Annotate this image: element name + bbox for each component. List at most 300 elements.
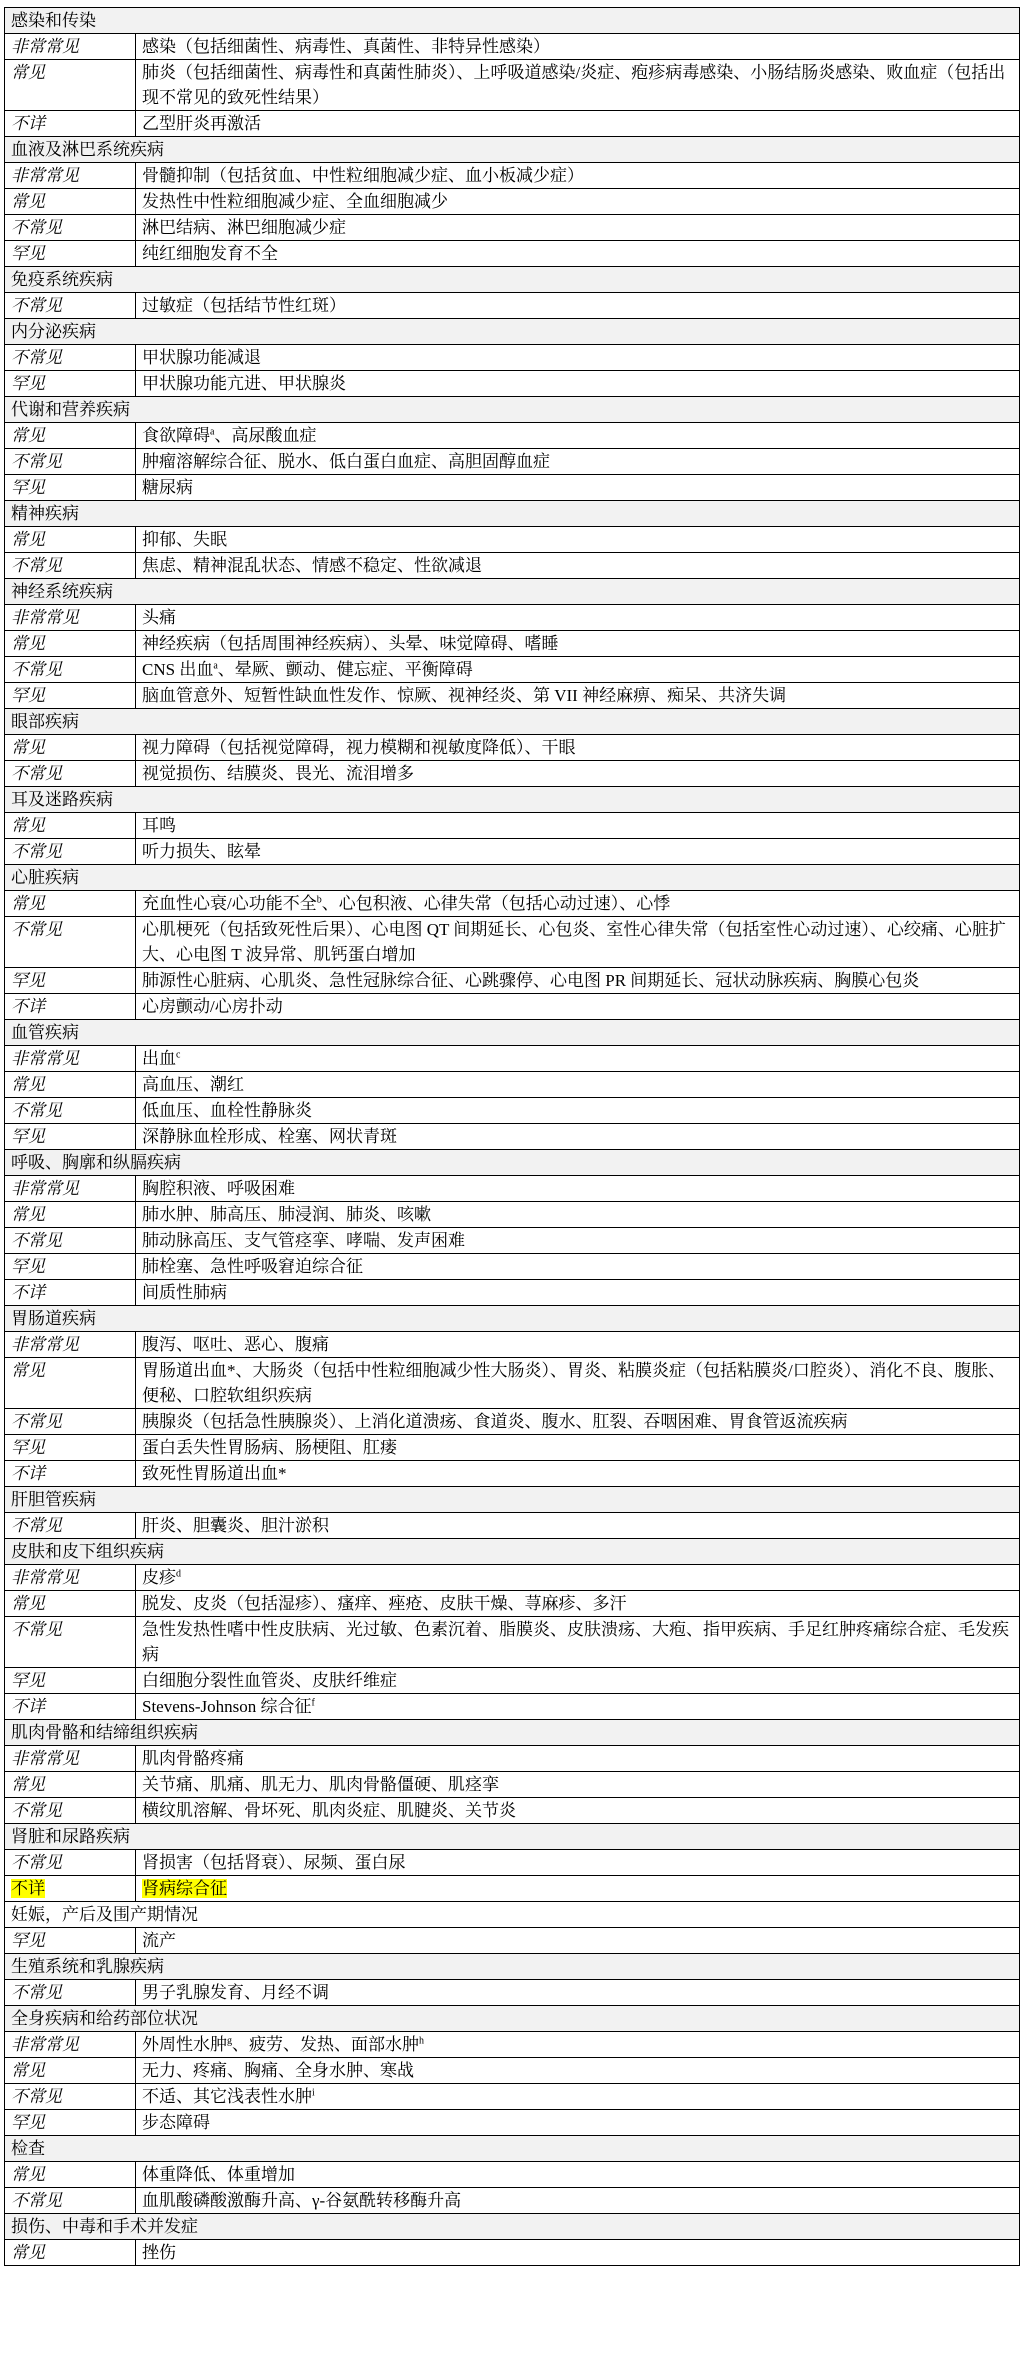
reaction-text: 腹泻、呕吐、恶心、腹痛 [142, 1335, 329, 1354]
reaction-cell [136, 1461, 1020, 1487]
reaction-text: 横纹肌溶解、骨坏死、肌肉炎症、肌腱炎、关节炎 [142, 1801, 516, 1820]
section-title: 免疫系统疾病 [5, 267, 1020, 293]
section-title: 眼部疾病 [5, 709, 1020, 735]
reaction-cell [136, 1254, 1020, 1280]
reaction-text: 不适、其它浅表性水肿 [142, 2087, 312, 2106]
table-row [5, 449, 1020, 475]
frequency-label: 常见 [11, 192, 45, 211]
frequency-label: 常见 [11, 2243, 45, 2262]
frequency-cell [5, 1565, 136, 1591]
frequency-cell [5, 2084, 136, 2110]
table-row [5, 968, 1020, 994]
reaction-cell [136, 891, 1020, 917]
reaction-text: 骨髓抑制（包括贫血、中性粒细胞减少症、血小板减少症） [142, 166, 584, 185]
reaction-text: 肺水肿、肺高压、肺浸润、肺炎、咳嗽 [142, 1205, 431, 1224]
frequency-cell [5, 449, 136, 475]
frequency-label: 不常见 [11, 556, 62, 575]
reaction-text: 出血 [142, 1049, 176, 1068]
frequency-label: 不常见 [11, 842, 62, 861]
frequency-label: 罕见 [11, 1127, 45, 1146]
reaction-cell [136, 1098, 1020, 1124]
table-row [5, 111, 1020, 137]
reaction-cell [136, 2110, 1020, 2136]
table-row [5, 1980, 1020, 2006]
frequency-label: 不常见 [11, 1853, 62, 1872]
frequency-label: 罕见 [11, 244, 45, 263]
table-row [5, 839, 1020, 865]
reaction-text: Stevens-Johnson 综合征 [142, 1697, 312, 1716]
reaction-cell [136, 1980, 1020, 2006]
section-header-row [5, 1539, 1020, 1565]
frequency-label: 常见 [11, 1205, 45, 1224]
table-row [5, 1098, 1020, 1124]
frequency-cell [5, 657, 136, 683]
frequency-label: 不常见 [11, 1801, 62, 1820]
frequency-label: 罕见 [11, 1257, 45, 1276]
section-title: 感染和传染 [5, 8, 1020, 34]
reaction-text: 脑血管意外、短暂性缺血性发作、惊厥、视神经炎、第 VII 神经麻痹、痴呆、共济失调 [142, 686, 787, 705]
reaction-text: 过敏症（包括结节性红斑） [142, 296, 346, 315]
frequency-cell [5, 1332, 136, 1358]
frequency-label: 罕见 [11, 2113, 45, 2132]
section-title: 神经系统疾病 [5, 579, 1020, 605]
frequency-label: 常见 [11, 816, 45, 835]
frequency-cell [5, 527, 136, 553]
frequency-label: 非常常见 [11, 1335, 79, 1354]
reaction-text-continued: 、疲劳、发热、面部水肿 [232, 2035, 419, 2054]
frequency-label: 罕见 [11, 1671, 45, 1690]
table-row [5, 345, 1020, 371]
frequency-cell [5, 1928, 136, 1954]
section-title: 生殖系统和乳腺疾病 [5, 1954, 1020, 1980]
table-row [5, 163, 1020, 189]
table-row [5, 1228, 1020, 1254]
section-header-row [5, 319, 1020, 345]
frequency-cell [5, 735, 136, 761]
frequency-label: 不详 [11, 997, 45, 1016]
section-title: 损伤、中毒和手术并发症 [5, 2214, 1020, 2240]
reaction-cell [136, 423, 1020, 449]
table-row [5, 761, 1020, 787]
reaction-cell [136, 1772, 1020, 1798]
footnote-marker: d [176, 1568, 181, 1580]
table-row [5, 371, 1020, 397]
reaction-text: 男子乳腺发育、月经不调 [142, 1983, 329, 2002]
reaction-text: 体重降低、体重增加 [142, 2165, 295, 2184]
section-header-row [5, 709, 1020, 735]
frequency-cell [5, 2188, 136, 2214]
frequency-cell [5, 1254, 136, 1280]
reaction-cell [136, 1928, 1020, 1954]
reaction-text: 充血性心衰/心功能不全 [142, 894, 317, 913]
section-header-row [5, 865, 1020, 891]
frequency-label: 不常见 [11, 348, 62, 367]
reaction-cell [136, 475, 1020, 501]
reaction-text: 乙型肝炎再激活 [142, 114, 261, 133]
footnote-marker: i [312, 2087, 315, 2099]
reaction-text: 高血压、潮红 [142, 1075, 244, 1094]
adverse-reactions-table [4, 7, 1020, 2266]
table-row [5, 553, 1020, 579]
frequency-label: 不常见 [11, 452, 62, 471]
frequency-label: 不常见 [11, 1516, 62, 1535]
reaction-cell [136, 994, 1020, 1020]
table-row [5, 423, 1020, 449]
footnote-marker: a [213, 660, 218, 672]
reaction-cell [136, 2084, 1020, 2110]
frequency-label: 罕见 [11, 971, 45, 990]
reaction-cell [136, 1124, 1020, 1150]
table-row [5, 1565, 1020, 1591]
frequency-cell [5, 994, 136, 1020]
table-row [5, 1435, 1020, 1461]
reaction-text: 肺动脉高压、支气管痉挛、哮喘、发声困难 [142, 1231, 465, 1250]
section-header-row [5, 1824, 1020, 1850]
section-header-row [5, 501, 1020, 527]
frequency-cell [5, 1358, 136, 1409]
table-row [5, 1513, 1020, 1539]
frequency-cell [5, 1591, 136, 1617]
reaction-cell [136, 631, 1020, 657]
reaction-text: 纯红细胞发育不全 [142, 244, 278, 263]
frequency-label: 常见 [11, 1775, 45, 1794]
table-row [5, 813, 1020, 839]
table-row [5, 1409, 1020, 1435]
reaction-text: 心肌梗死（包括致死性后果）、心电图 QT 间期延长、心包炎、室性心律失常（包括室性心动过速）、心绞痛、心脏扩大、心电图 T 波异常、肌钙蛋白增加 [142, 920, 1006, 964]
table-row [5, 215, 1020, 241]
reaction-text: 抑郁、失眠 [142, 530, 227, 549]
reaction-cell [136, 2162, 1020, 2188]
reaction-cell [136, 111, 1020, 137]
frequency-label: 非常常见 [11, 1568, 79, 1587]
table-row [5, 1332, 1020, 1358]
reaction-cell [136, 1565, 1020, 1591]
reaction-text: 关节痛、肌痛、肌无力、肌肉骨骼僵硬、肌痉挛 [142, 1775, 499, 1794]
frequency-label: 不详 [11, 1697, 45, 1716]
frequency-cell [5, 1513, 136, 1539]
frequency-cell [5, 2058, 136, 2084]
frequency-cell [5, 1176, 136, 1202]
frequency-cell [5, 215, 136, 241]
frequency-label: 常见 [11, 2061, 45, 2080]
reaction-text: 深静脉血栓形成、栓塞、网状青斑 [142, 1127, 397, 1146]
reaction-text: 肿瘤溶解综合征、脱水、低白蛋白血症、高胆固醇血症 [142, 452, 550, 471]
table-row [5, 527, 1020, 553]
table-row [5, 2162, 1020, 2188]
frequency-cell [5, 683, 136, 709]
frequency-label: 罕见 [11, 374, 45, 393]
table-row [5, 293, 1020, 319]
frequency-cell [5, 1798, 136, 1824]
frequency-label: 常见 [11, 634, 45, 653]
frequency-cell [5, 631, 136, 657]
section-title: 耳及迷路疾病 [5, 787, 1020, 813]
frequency-label: 罕见 [11, 1438, 45, 1457]
frequency-cell [5, 60, 136, 111]
frequency-label: 不常见 [11, 218, 62, 237]
frequency-label: 不常见 [11, 764, 62, 783]
table-row [5, 1694, 1020, 1720]
table-row [5, 2188, 1020, 2214]
reaction-text: 食欲障碍 [142, 426, 210, 445]
reaction-text: 脱发、皮炎（包括湿疹）、瘙痒、痤疮、皮肤干燥、荨麻疹、多汗 [142, 1594, 627, 1613]
reaction-cell [136, 1280, 1020, 1306]
frequency-cell [5, 1046, 136, 1072]
section-header-row [5, 8, 1020, 34]
reaction-cell [136, 813, 1020, 839]
frequency-cell [5, 111, 136, 137]
reaction-text: 肺源性心脏病、心肌炎、急性冠脉综合征、心跳骤停、心电图 PR 间期延长、冠状动脉疾病、胸膜心包炎 [142, 971, 920, 990]
section-header-row [5, 2136, 1020, 2162]
reaction-text: 视觉损伤、结膜炎、畏光、流泪增多 [142, 764, 414, 783]
frequency-label: 常见 [11, 2165, 45, 2184]
table-row [5, 917, 1020, 968]
frequency-cell [5, 345, 136, 371]
frequency-cell [5, 1980, 136, 2006]
frequency-label: 不常见 [11, 1983, 62, 2002]
reaction-text: 头痛 [142, 608, 176, 627]
frequency-label: 非常常见 [11, 166, 79, 185]
section-title: 胃肠道疾病 [5, 1306, 1020, 1332]
frequency-cell [5, 1280, 136, 1306]
section-title: 精神疾病 [5, 501, 1020, 527]
reaction-cell [136, 1332, 1020, 1358]
reaction-cell [136, 839, 1020, 865]
frequency-cell [5, 839, 136, 865]
frequency-cell [5, 1668, 136, 1694]
table-row [5, 475, 1020, 501]
frequency-label: 非常常见 [11, 37, 79, 56]
section-title: 血液及淋巴系统疾病 [5, 137, 1020, 163]
reaction-cell [136, 1694, 1020, 1720]
reaction-text: 挫伤 [142, 2243, 176, 2262]
frequency-label: 常见 [11, 1361, 45, 1380]
section-title: 肝胆管疾病 [5, 1487, 1020, 1513]
frequency-label: 罕见 [11, 686, 45, 705]
frequency-cell [5, 1746, 136, 1772]
table-row [5, 735, 1020, 761]
table-row [5, 1876, 1020, 1902]
frequency-cell [5, 761, 136, 787]
frequency-label: 常见 [11, 63, 45, 82]
reaction-cell [136, 163, 1020, 189]
reaction-cell [136, 968, 1020, 994]
footnote-marker: c [176, 1049, 181, 1061]
table-row [5, 1772, 1020, 1798]
table-row [5, 189, 1020, 215]
frequency-cell [5, 1617, 136, 1668]
frequency-label: 罕见 [11, 1931, 45, 1950]
section-title: 代谢和营养疾病 [5, 397, 1020, 423]
reaction-cell [136, 735, 1020, 761]
reaction-text: 肌肉骨骼疼痛 [142, 1749, 244, 1768]
section-header-row [5, 1902, 1020, 1928]
frequency-cell [5, 1772, 136, 1798]
reaction-cell [136, 1358, 1020, 1409]
table-row [5, 2084, 1020, 2110]
reaction-text: 无力、疼痛、胸痛、全身水肿、寒战 [142, 2061, 414, 2080]
frequency-label: 非常常见 [11, 1049, 79, 1068]
frequency-cell [5, 2032, 136, 2058]
table-row [5, 1746, 1020, 1772]
reaction-text: 淋巴结病、淋巴细胞减少症 [142, 218, 346, 237]
frequency-cell [5, 917, 136, 968]
section-header-row [5, 2214, 1020, 2240]
frequency-cell [5, 1098, 136, 1124]
reaction-text: 焦虑、精神混乱状态、情感不稳定、性欲减退 [142, 556, 482, 575]
frequency-cell [5, 1228, 136, 1254]
table-row [5, 1202, 1020, 1228]
reaction-cell [136, 761, 1020, 787]
reaction-cell [136, 241, 1020, 267]
frequency-cell [5, 1694, 136, 1720]
frequency-cell [5, 1850, 136, 1876]
reaction-text: 皮疹 [142, 1568, 176, 1587]
section-title: 皮肤和皮下组织疾病 [5, 1539, 1020, 1565]
frequency-label: 常见 [11, 894, 45, 913]
reaction-cell [136, 1513, 1020, 1539]
reaction-text: 外周性水肿 [142, 2035, 227, 2054]
reaction-cell [136, 1746, 1020, 1772]
reaction-cell [136, 917, 1020, 968]
reaction-text: 急性发热性嗜中性皮肤病、光过敏、色素沉着、脂膜炎、皮肤溃疡、大疱、指甲疾病、手足红肿疼痛综合症、毛发疾病 [142, 1620, 1009, 1664]
table-row [5, 241, 1020, 267]
frequency-cell [5, 1072, 136, 1098]
reaction-text-continued: 、高尿酸血症 [214, 426, 317, 445]
frequency-cell [5, 189, 136, 215]
reaction-text: 肾损害（包括肾衰）、尿频、蛋白尿 [142, 1853, 406, 1872]
frequency-cell [5, 475, 136, 501]
section-header-row [5, 1487, 1020, 1513]
section-header-row [5, 397, 1020, 423]
reaction-cell [136, 1591, 1020, 1617]
reaction-text-continued: 、晕厥、颤动、健忘症、平衡障碍 [217, 660, 473, 679]
reaction-cell [136, 1668, 1020, 1694]
section-header-row [5, 787, 1020, 813]
table-row [5, 1798, 1020, 1824]
reaction-text: 步态障碍 [142, 2113, 210, 2132]
frequency-label: 不常见 [11, 1231, 62, 1250]
frequency-label: 不详 [11, 1464, 45, 1483]
reaction-text: 胸腔积液、呼吸困难 [142, 1179, 295, 1198]
frequency-label: 非常常见 [11, 1179, 79, 1198]
reaction-cell [136, 34, 1020, 60]
table-row [5, 1668, 1020, 1694]
section-header-row [5, 137, 1020, 163]
section-header-row [5, 2006, 1020, 2032]
table-row [5, 657, 1020, 683]
frequency-cell [5, 371, 136, 397]
reaction-text: 胰腺炎（包括急性胰腺炎）、上消化道溃疡、食道炎、腹水、肛裂、吞咽困难、胃食管返流疾病 [142, 1412, 848, 1431]
reaction-text: 听力损失、眩晕 [142, 842, 261, 861]
table-row [5, 2032, 1020, 2058]
frequency-cell [5, 293, 136, 319]
reaction-text: 胃肠道出血*、大肠炎（包括中性粒细胞减少性大肠炎）、胃炎、粘膜炎症（包括粘膜炎/口腔炎）、消化不良、腹胀、便秘、口腔软组织疾病 [142, 1361, 1006, 1405]
section-title: 检查 [5, 2136, 1020, 2162]
reaction-cell [136, 2032, 1020, 2058]
reaction-cell [136, 1876, 1020, 1902]
reaction-text: 蛋白丢失性胃肠病、肠梗阻、肛瘘 [142, 1438, 397, 1457]
reaction-text-continued: 、心包积液、心律失常（包括心动过速）、心悸 [321, 894, 671, 913]
reaction-cell [136, 657, 1020, 683]
table-row [5, 1928, 1020, 1954]
reaction-text: 间质性肺病 [142, 1283, 227, 1302]
table-row [5, 891, 1020, 917]
highlighted-frequency: 不详 [11, 1879, 45, 1898]
table-row [5, 1850, 1020, 1876]
frequency-cell [5, 2162, 136, 2188]
reaction-text: 心房颤动/心房扑动 [142, 997, 283, 1016]
frequency-cell [5, 553, 136, 579]
table-row [5, 605, 1020, 631]
reaction-text: 神经疾病（包括周围神经疾病）、头晕、味觉障碍、嗜睡 [142, 634, 559, 653]
section-header-row [5, 1720, 1020, 1746]
frequency-cell [5, 1876, 136, 1902]
frequency-cell [5, 1409, 136, 1435]
table-row [5, 1280, 1020, 1306]
table-row [5, 1176, 1020, 1202]
reaction-cell [136, 527, 1020, 553]
frequency-cell [5, 1202, 136, 1228]
frequency-label: 不常见 [11, 296, 62, 315]
reaction-cell [136, 60, 1020, 111]
table-row [5, 1072, 1020, 1098]
table-row [5, 683, 1020, 709]
frequency-label: 非常常见 [11, 2035, 79, 2054]
frequency-label: 常见 [11, 738, 45, 757]
footnote-marker: h [419, 2035, 424, 2047]
section-title: 肾脏和尿路疾病 [5, 1824, 1020, 1850]
reaction-cell [136, 553, 1020, 579]
highlighted-reaction: 肾病综合征 [142, 1879, 227, 1898]
reaction-cell [136, 683, 1020, 709]
section-header-row [5, 1150, 1020, 1176]
reaction-cell [136, 2240, 1020, 2266]
reaction-text: 肺栓塞、急性呼吸窘迫综合征 [142, 1257, 363, 1276]
footnote-marker: a [210, 426, 215, 438]
reaction-text: 流产 [142, 1931, 176, 1950]
frequency-cell [5, 2240, 136, 2266]
table-row [5, 1617, 1020, 1668]
reaction-cell [136, 1798, 1020, 1824]
reaction-text: CNS 出血 [142, 660, 214, 679]
frequency-label: 常见 [11, 426, 45, 445]
reaction-cell [136, 1617, 1020, 1668]
table-row [5, 2110, 1020, 2136]
frequency-label: 常见 [11, 530, 45, 549]
reaction-cell [136, 1850, 1020, 1876]
table-row [5, 2240, 1020, 2266]
reaction-text: 糖尿病 [142, 478, 193, 497]
section-header-row [5, 579, 1020, 605]
reaction-cell [136, 605, 1020, 631]
section-header-row [5, 1954, 1020, 1980]
footnote-marker: f [311, 1697, 315, 1709]
section-title: 肌肉骨骼和结缔组织疾病 [5, 1720, 1020, 1746]
frequency-label: 常见 [11, 1594, 45, 1613]
table-row [5, 1591, 1020, 1617]
table-row [5, 34, 1020, 60]
reaction-text: 低血压、血栓性静脉炎 [142, 1101, 312, 1120]
frequency-label: 不常见 [11, 660, 62, 679]
reaction-text: 耳鸣 [142, 816, 176, 835]
frequency-cell [5, 891, 136, 917]
frequency-label: 不详 [11, 114, 45, 133]
reaction-cell [136, 1072, 1020, 1098]
reaction-cell [136, 1176, 1020, 1202]
reaction-cell [136, 2188, 1020, 2214]
frequency-cell [5, 163, 136, 189]
